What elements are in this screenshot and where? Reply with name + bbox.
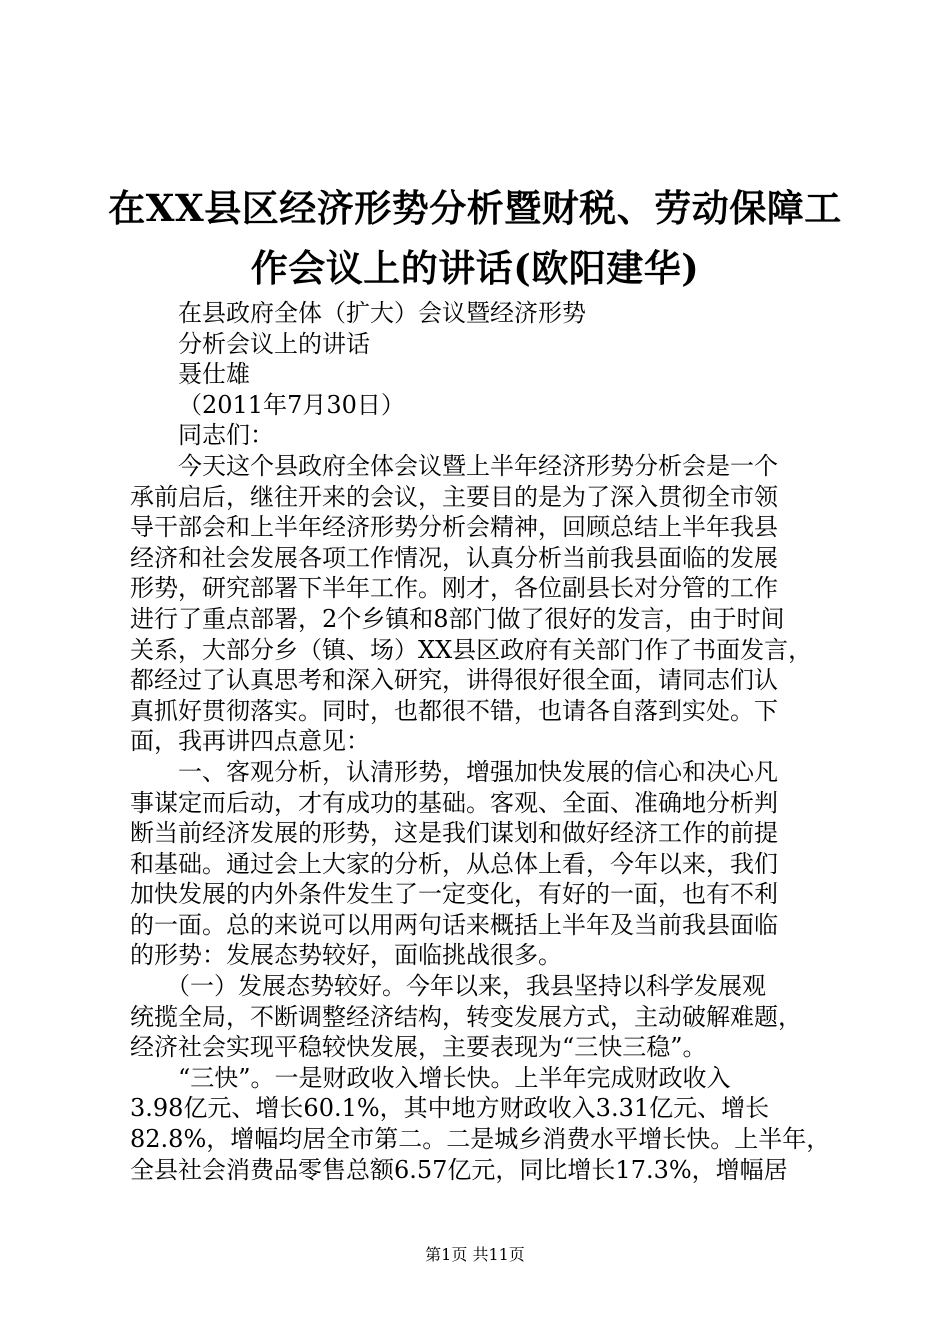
- document-body: [130, 298, 832, 1185]
- body-line: 关系，大部分乡（镇、场）XX县区政府有关部门作了书面发言，: [130, 635, 813, 664]
- body-line: 82.8%，增幅均居全市第二。二是城乡消费水平增长快。上半年，: [130, 1125, 831, 1154]
- body-line: 断当前经济发展的形势，这是我们谋划和做好经济工作的前提: [130, 819, 778, 848]
- meta-author: 聂仕雄: [178, 360, 250, 389]
- body-line: 和基础。通过会上大家的分析，从总体上看，今年以来，我们: [130, 849, 778, 878]
- document-title: [60, 178, 890, 298]
- body-line: 经济和社会发展各项工作情况，认真分析当前我县面临的发展: [130, 543, 778, 572]
- body-line: 事谋定而后动，才有成功的基础。客观、全面、准确地分析判: [130, 788, 778, 817]
- meta-subtitle-line-1: 在县政府全体（扩大）会议暨经济形势: [178, 299, 586, 327]
- body-line: 3.98亿元、增长60.1%，其中地方财政收入3.31亿元、增长: [130, 1094, 770, 1123]
- body-line: 面，我再讲四点意见：: [130, 727, 370, 756]
- body-line: 一、客观分析，认清形势，增强加快发展的信心和决心凡: [130, 757, 778, 786]
- meta-subtitle-line-2: 分析会议上的讲话: [178, 329, 370, 358]
- body-line: 进行了重点部署，2个乡镇和8部门做了很好的发言，由于时间: [130, 604, 785, 633]
- body-line: 统揽全局，不断调整经济结构，转变发展方式，主动破解难题，: [130, 1002, 802, 1031]
- body-line: 真抓好贯彻落实。同时，也都很不错，也请各自落到实处。下: [130, 696, 778, 725]
- title-line-1: 在XX县区经济形势分析暨财税、劳动保障工: [108, 186, 842, 230]
- body-line: （一）发展态势较好。今年以来，我县坚持以科学发展观: [130, 972, 766, 1001]
- body-line: 导干部会和上半年经济形势分析会精神，回顾总结上半年我县: [130, 513, 778, 542]
- body-line: 承前启后，继往开来的会议，主要目的是为了深入贯彻全市领: [130, 482, 778, 511]
- body-line: 都经过了认真思考和深入研究，讲得很好很全面，请同志们认: [130, 666, 778, 695]
- body-line: 今天这个县政府全体会议暨上半年经济形势分析会是一个: [130, 451, 778, 480]
- body-line: 加快发展的内外条件发生了一定变化，有好的一面，也有不利: [130, 880, 778, 909]
- page-footer: 第1页 共11页: [425, 1245, 525, 1264]
- title-line-2: 作会议上的讲话(欧阳建华): [250, 246, 700, 290]
- body-line: 全县社会消费品零售总额6.57亿元，同比增长17.3%，增幅居: [130, 1155, 788, 1184]
- body-line: 经济社会实现平稳较快发展，主要表现为“三快三稳”。: [130, 1033, 707, 1062]
- meta-date: （2011年7月30日）: [178, 390, 405, 419]
- meta-salutation: 同志们：: [178, 421, 274, 450]
- body-line: 的一面。总的来说可以用两句话来概括上半年及当前我县面临: [130, 910, 778, 939]
- body-line: 形势，研究部署下半年工作。刚才，各位副县长对分管的工作: [130, 574, 778, 603]
- body-line: “三快”。一是财政收入增长快。上半年完成财政收入: [130, 1063, 731, 1092]
- body-line: 的形势：发展态势较好，面临挑战很多。: [130, 941, 562, 970]
